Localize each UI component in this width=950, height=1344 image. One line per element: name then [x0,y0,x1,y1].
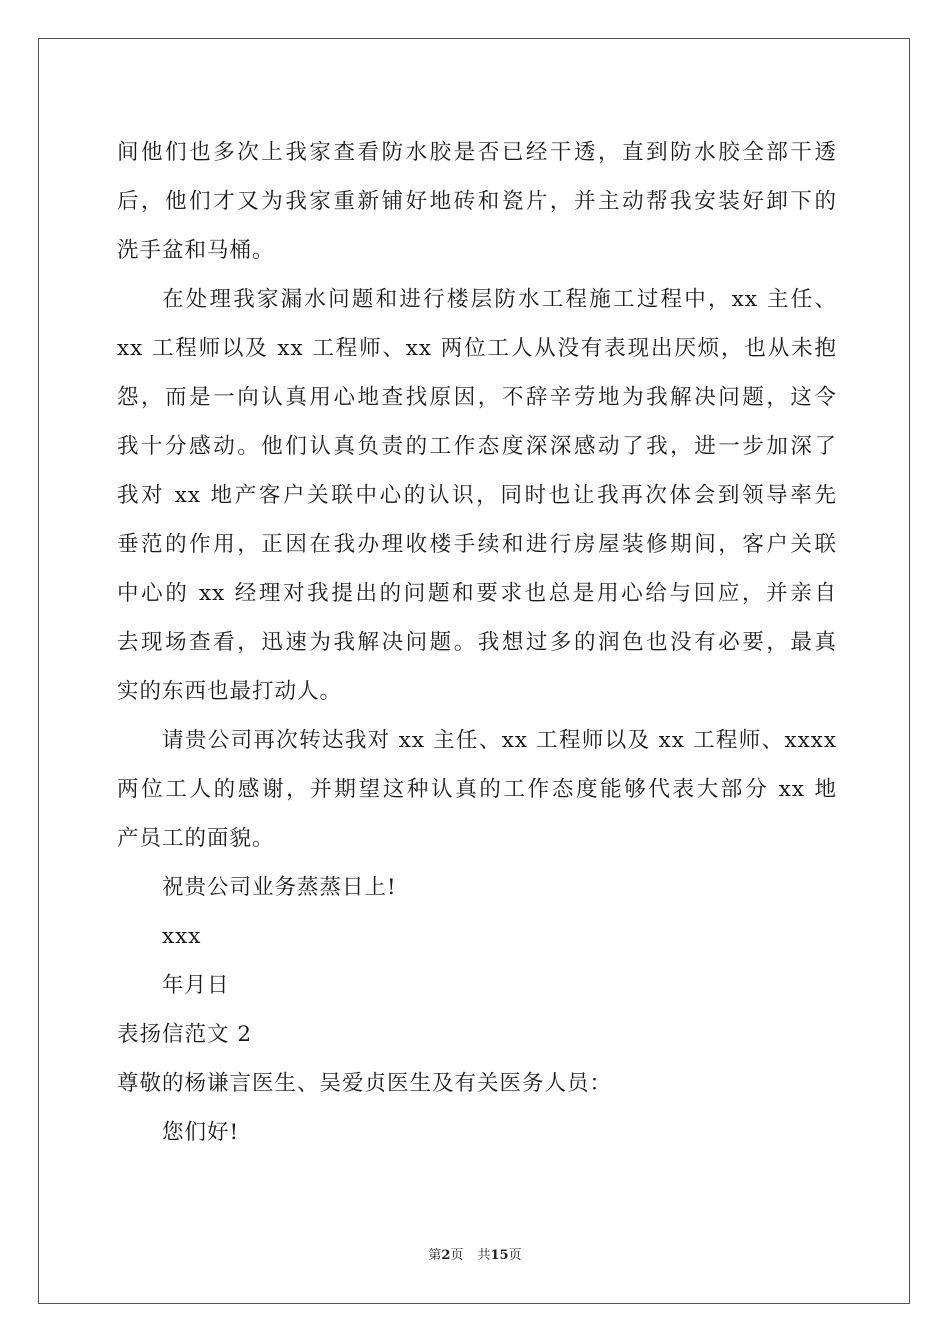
body-line: 中心的 xx 经理对我提出的问题和要求也总是用心给与回应，并亲自 [117,581,837,606]
body-line: 实的东西也最打动人。 [117,679,343,704]
body-line: 洗手盆和马桶。 [117,238,275,263]
body-line: 我对 xx 地产客户关联中心的认识，同时也让我再次体会到领导率先 [117,483,837,508]
footer-page-suffix: 页 [450,1248,464,1263]
current-page-number: 2 [441,1248,451,1263]
page-footer [0,1248,950,1264]
body-line: 祝贵公司业务蒸蒸日上! [162,875,397,900]
body-line: 产员工的面貌。 [117,826,275,851]
total-pages-number: 15 [490,1248,509,1263]
body-line: 我十分感动。他们认真负责的工作态度深深感动了我，进一步加深了 [117,434,837,459]
body-line: 表扬信范文 2 [117,1022,253,1047]
body-line: 年月日 [162,973,230,998]
footer-total-suffix: 页 [508,1248,522,1263]
body-line: 您们好! [162,1120,240,1145]
footer-total-prefix: 共 [477,1248,491,1263]
body-line: 去现场查看，迅速为我解决问题。我想过多的润色也没有必要，最真 [117,630,837,655]
body-line: 怨，而是一向认真用心地查找原因，不辞辛劳地为我解决问题，这令 [117,385,837,410]
body-line: xx 工程师以及 xx 工程师、xx 两位工人从没有表现出厌烦，也从未抱 [117,336,837,361]
body-line: xxx [162,924,202,949]
body-line: 在处理我家漏水问题和进行楼层防水工程施工过程中，xx 主任、 [162,287,837,312]
body-line: 尊敬的杨谦言医生、吴爱贞医生及有关医务人员： [117,1071,613,1096]
document-body [117,128,837,1157]
body-line: 请贵公司再次转达我对 xx 主任、xx 工程师以及 xx 工程师、xxxx [162,728,837,753]
body-line: 后，他们才又为我家重新铺好地砖和瓷片，并主动帮我安装好卸下的 [117,189,837,214]
body-line: 两位工人的感谢，并期望这种认真的工作态度能够代表大部分 xx 地 [117,777,837,802]
footer-prefix: 第 [428,1248,442,1263]
body-line: 间他们也多次上我家查看防水胶是否已经干透，直到防水胶全部干透 [117,140,837,165]
body-line: 垂范的作用，正因在我办理收楼手续和进行房屋装修期间，客户关联 [117,532,837,557]
